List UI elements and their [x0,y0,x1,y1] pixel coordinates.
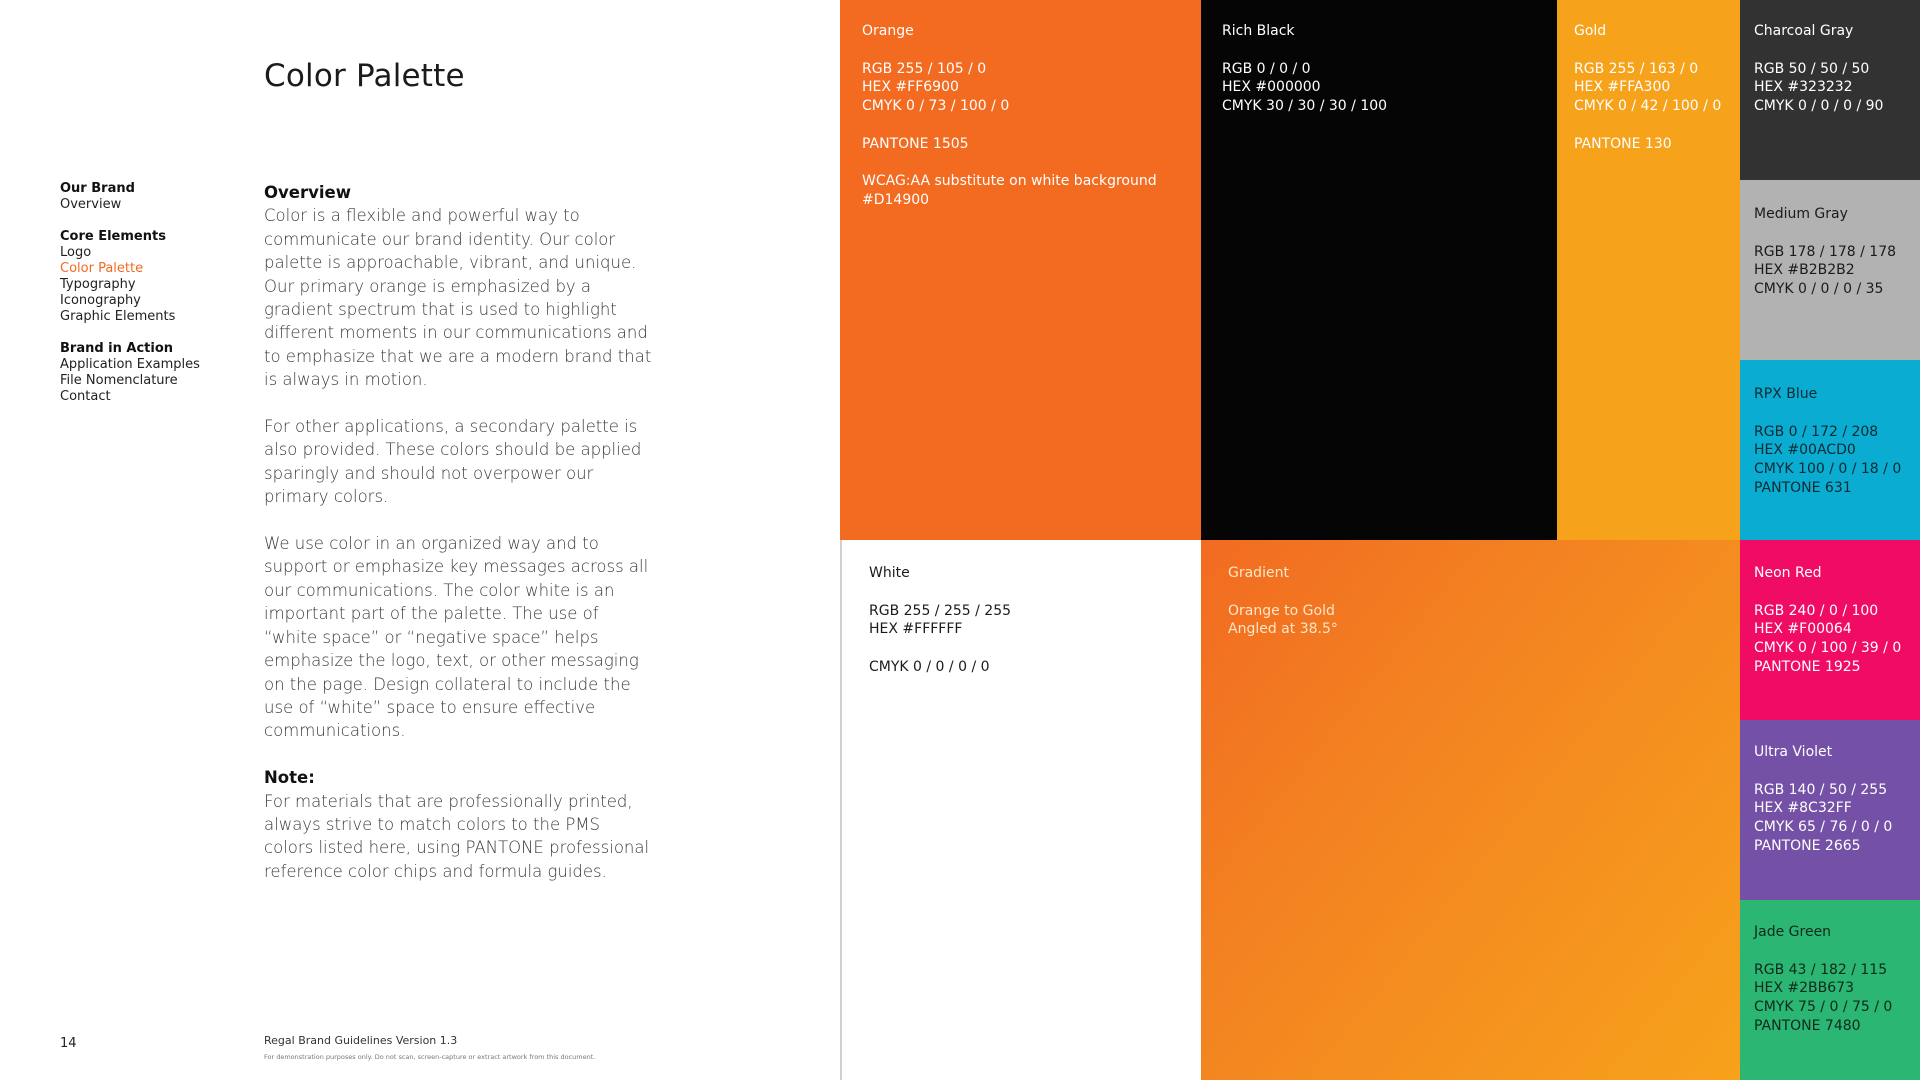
swatch-spec-line: CMYK 0 / 0 / 0 / 90 [1754,98,1884,115]
nav-item-file-nomenclature[interactable]: File Nomenclature [60,373,178,388]
nav-item-logo[interactable]: Logo [60,245,92,260]
overview-heading: Overview [264,183,351,202]
nav-heading-core-elements: Core Elements [60,229,166,244]
swatch-spec-line: RGB 0 / 172 / 208 [1754,423,1879,440]
swatch-spec-line: CMYK 30 / 30 / 30 / 100 [1222,98,1388,115]
swatch-spec-line: RGB 0 / 0 / 0 [1222,60,1311,77]
nav-group-our-brand [60,181,250,213]
swatch-spacer [1574,116,1740,135]
swatch-orange [840,0,1201,540]
body-copy [264,181,654,907]
swatch-ultra-violet [1740,720,1920,900]
swatch-spec-line: CMYK 100 / 0 / 18 / 0 [1754,461,1902,478]
swatch-specs [869,602,1201,677]
nav-heading-our-brand: Our Brand [60,181,135,196]
swatch-spec-line: PANTONE 2665 [1754,837,1861,854]
swatch-name: White [869,565,910,581]
swatch-specs [1754,781,1920,856]
swatch-charcoal-gray [1740,0,1920,180]
swatch-spec-line: PANTONE 7480 [1754,1017,1861,1034]
swatch-name: Rich Black [1222,23,1295,39]
swatch-rich-black [1201,0,1557,540]
swatch-specs [1222,60,1557,116]
swatch-neon-red [1740,540,1920,720]
swatch-name: Gradient [1228,565,1289,581]
nav-heading-brand-in-action: Brand in Action [60,341,174,356]
paragraph-secondary-palette: For other applications, a secondary palette is also provided. These colors should be applied sparingly and should not overpower our primary colors. [264,417,642,507]
nav-item-color-palette[interactable]: Color Palette [60,261,144,276]
swatch-spacer [862,116,1201,135]
swatch-name: Orange [862,23,914,39]
paragraph-intro: Color is a flexible and powerful way to communicate our brand identity. Our color palette is approachable, vibrant, and unique. Our primary orange is emphasized by a gradient spectrum that is used to highlight different moments in our communications and to emphasize that we are a modern brand that is always in motion. [264,206,652,390]
swatch-spec-line: RGB 255 / 255 / 255 [869,602,1012,619]
swatch-name: Gold [1574,23,1607,39]
swatch-spec-line: Orange to Gold [1228,602,1335,619]
swatch-spec-line: HEX #FF6900 [862,79,959,96]
swatch-spec-line: WCAG:AA substitute on white background [862,173,1157,190]
swatch-rpx-blue [1740,360,1920,540]
swatch-gold [1557,0,1740,540]
swatch-white [840,540,1201,1080]
swatch-spec-line: RGB 255 / 105 / 0 [862,60,987,77]
swatch-spec-line: CMYK 0 / 73 / 100 / 0 [862,98,1010,115]
swatch-specs [1754,60,1920,116]
paragraph-white-space: We use color in an organized way and to support or emphasize key messages across all our communications. The color white is an important part of the palette. The use of “white space” or “negative space” helps emphasize the logo, text, or other messaging on the page. Design collateral to include the use of “white” space to ensure effective communications. [264,534,649,741]
swatch-spec-line: CMYK 65 / 76 / 0 / 0 [1754,819,1893,836]
nav-group-core-elements [60,229,250,325]
swatch-spec-line: CMYK 0 / 0 / 0 / 35 [1754,281,1884,298]
swatch-name: Neon Red [1754,565,1822,581]
section-nav [60,181,250,421]
swatch-spec-line: HEX #F00064 [1754,621,1852,638]
swatch-spec-line: PANTONE 631 [1754,479,1852,496]
swatch-spacer [862,154,1201,173]
swatch-spec-line: RGB 50 / 50 / 50 [1754,60,1870,77]
paragraph-note: For materials that are professionally printed, always strive to match colors to the PMS colors listed here, using PANTONE professional reference color chips and formula guides. [264,791,650,881]
nav-item-application-examples[interactable]: Application Examples [60,357,200,372]
swatch-specs [1754,602,1920,677]
swatch-spec-line: HEX #323232 [1754,79,1853,96]
swatch-jade-green [1740,900,1920,1080]
swatch-spec-line: Angled at 38.5° [1228,621,1338,638]
page-title: Color Palette [264,58,465,94]
swatch-spec-line: RGB 43 / 182 / 115 [1754,961,1888,978]
swatch-spec-line: #D14900 [862,192,930,209]
swatch-spec-line: PANTONE 1505 [862,135,969,152]
swatch-spec-line: HEX #2BB673 [1754,980,1854,997]
nav-item-typography[interactable]: Typography [60,277,136,292]
swatch-spec-line: CMYK 0 / 0 / 0 / 0 [869,658,990,675]
swatch-spec-line: HEX #FFFFFF [869,621,963,638]
note-heading: Note: [264,768,315,788]
swatch-spec-line: PANTONE 1925 [1754,658,1861,675]
swatch-spec-line: RGB 255 / 163 / 0 [1574,60,1699,77]
footer-title: Regal Brand Guidelines Version 1.3 [264,1034,458,1047]
swatch-spec-line: PANTONE 130 [1574,135,1672,152]
swatch-specs [1754,961,1920,1036]
swatch-medium-gray [1740,180,1920,360]
swatch-name: Jade Green [1754,924,1832,940]
swatch-spec-line: RGB 140 / 50 / 255 [1754,781,1888,798]
nav-item-iconography[interactable]: Iconography [60,293,141,308]
swatch-spec-line: HEX #FFA300 [1574,79,1671,96]
swatch-spec-line: HEX #8C32FF [1754,800,1852,817]
swatch-spec-line: CMYK 0 / 100 / 39 / 0 [1754,640,1902,657]
swatch-spec-line: CMYK 75 / 0 / 75 / 0 [1754,999,1893,1016]
swatch-spec-line: RGB 240 / 0 / 100 [1754,602,1879,619]
swatch-specs [1754,423,1920,498]
swatch-name: RPX Blue [1754,386,1818,402]
swatch-specs [862,60,1201,210]
page-number: 14 [60,1036,77,1051]
swatch-spec-line: CMYK 0 / 42 / 100 / 0 [1574,98,1722,115]
nav-item-overview[interactable]: Overview [60,197,122,212]
swatch-specs [1574,60,1740,154]
nav-item-contact[interactable]: Contact [60,389,111,404]
nav-group-brand-in-action [60,341,250,405]
swatch-specs [1754,243,1920,299]
swatch-gradient [1201,540,1740,1080]
swatch-spec-line: HEX #B2B2B2 [1754,262,1855,279]
swatch-name: Medium Gray [1754,206,1848,222]
swatch-spacer [869,639,1201,658]
swatch-spec-line: HEX #000000 [1222,79,1321,96]
swatch-specs [1228,602,1740,640]
swatch-spec-line: RGB 178 / 178 / 178 [1754,243,1897,260]
footer-disclaimer: For demonstration purposes only. Do not scan, screen-capture or extract artwork from this document. [264,1053,596,1061]
swatch-spec-line: HEX #00ACD0 [1754,442,1856,459]
swatch-name: Ultra Violet [1754,744,1833,760]
nav-item-graphic-elements[interactable]: Graphic Elements [60,309,176,324]
swatch-name: Charcoal Gray [1754,23,1854,39]
